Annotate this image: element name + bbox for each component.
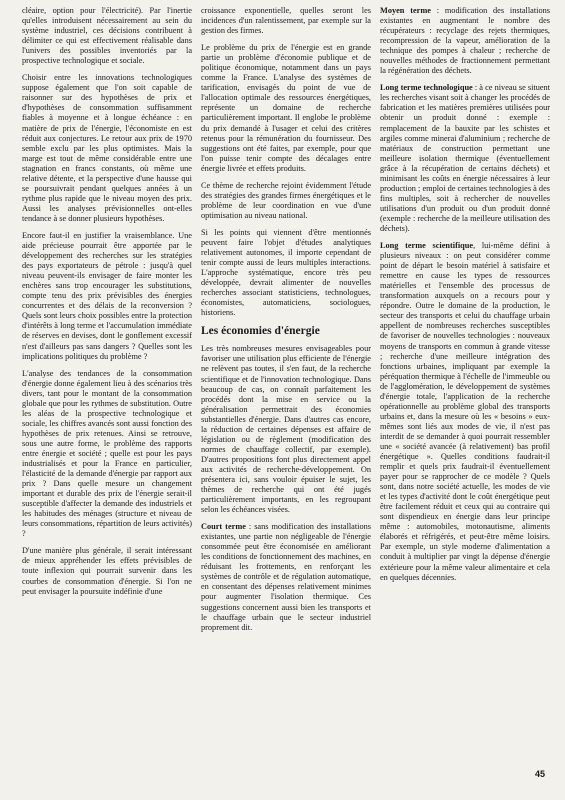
paragraph: Encore faut-il en justifier la vraisemblance. Une aide précieuse pourrait être apportée par le développement des recherches sur les stratégies des pays exportateurs de pétrole : jusqu'à quel niveau peuvent-ils envisager de faire monter les enchères sans trop encourager les substitutions, compte tenu des prix prévisibles des énergies concurrentes et des délais de la reconversion ? Quels sont leurs choix possibles entre la protection d'intérêts à long terme et l'accumulation immédiate de réserves en devises, dont le gonflement excessif n'est d'ailleurs pas sans dangers ? Quelles sont les implications politiques du problème ? [22,230,192,361]
lead-court-terme: Court terme [201,522,246,532]
paragraph-court-terme [201,522,371,633]
text-long-terme-technologique: : à ce niveau se situent les recherches visant soit à changer les procédés de fabrication et les matières premières utilisées pour obtenir un produit donné : exemple : remplacement de la bauxite par les schistes et argiles comme minerai d'aluminium ; recherche de matériaux de construction permettant une meilleure isolation thermique (éventuellement grâce à la récupération de certains déchets) et minimisant les coûts en énergie nécessaires à leur production ; emploi de certaines technologies à des fins multiples, soit à rechercher de nouvelles utilisations d'un produit ou d'un produit donné (exemple : recherche de la meilleure utilisation des déchets). [380,83,550,233]
paragraph: Si les points qui viennent d'être mentionnés peuvent faire l'objet d'études analytiques relativement autonomes, il importe cependant de tenir compte aussi de leurs multiples interactions. L'approche systématique, encore très peu développée, devrait alimenter de nouvelles recherches associant statisticiens, technologues, économistes, automaticiens, sociologues, historiens. [201,227,371,318]
text-court-terme: : sans modification des installations existantes, une partie non négligeable de l'énergie consommée peut être économisée en améliorant les conditions de fonctionnement des machines, en réduisant les frottements, en renforçant les systèmes de contrôle et de régulation automatique, en consentant des dépenses relativement minimes pour augmenter l'isolation thermique. Ces suggestions concernent aussi bien les transports et le chauffage urbain que le secteur industriel proprement dit. [201,522,371,632]
paragraph: Choisir entre les innovations technologiques suppose également que l'on soit capable de raisonner sur des hypothèses de prix et d'hypothèses de consommation suffisamment fiables à moyenne et à longue échéance : en matière de prix de l'énergie, l'économiste en est réduit aux conjectures. Le retour aux prix de 1970 semble exclu par les plus optimistes. Mais la marge est tout de même considérable entre une stagnation en francs constants, où même une relative détente, et la perspective d'une hausse qui se poursuivrait pendant quelques années à un rythme plus rapide que le niveau moyen des prix. Aussi les analyses prévisionnelles ont-elles tendance à se donner plusieurs hypothèses. [22,73,192,223]
lead-moyen-terme: Moyen terme [380,6,431,15]
page [22,6,550,776]
paragraph: croissance exponentielle, quelles seront les incidences d'un ralentissement, par exemple sur la gestion des firmes. [201,6,371,36]
text-moyen-terme: : modification des installations existantes en augmentant le nombre des récupérateurs : recyclage des rejets thermiques, recompression de la vapeur, amélioration de la technique des pompes à chaleur ; recherche de nouvelles méthodes de fractionnement permettant la régénération des déchets. [380,6,550,76]
paragraph-long-terme-technologique [380,83,550,234]
text-long-terme-scientifique: , lui-même défini à plusieurs niveaux : on peut considérer comme point de départ le besoin matériel à satisfaire et remettre en cause les types de ressources matérielles et l'ensemble des processus de transformation auxquels on a recours pour y répondre. Outre le domaine de la production, le secteur des transports et celui du chauffage urbain appellent de nombreuses recherches susceptibles de favoriser de nouvelles technologies : nouveaux moyens de transports en commun à grande vitesse ; recherche d'une meilleure intégration des fonctions urbaines, impliquant par exemple la péréquation thermique à l'échelle de l'immeuble ou de l'agglomération, le développement de systèmes d'énergie totale, l'application de la recherche opérationnelle au problème global des transports urbains et, dans la mesure où les « besoins » eux-mêmes sont liés aux modes de vie, il n'est pas interdit de se demander à quoi pourrait ressembler une « société avancée (à relativement) bas profil énergétique ». Quelles conditions faudrait-il remplir et quels prix faudrait-il éventuellement payer pour se rapprocher de ce modèle ? Quels sont, dans notre société actuelle, les modes de vie et les types d'activité dont le coût énergétique peut être facilement réduit et ceux qui au contraire qui sont dispendieux en énergie dans leur principe même : automobiles, motonautisme, aliments élaborés et réfrigérés, et peut-être même loisirs. Par exemple, un style moderne d'alimentation a conduit à multiplier par vingt la dépense d'énergie extérieure pour la même valeur alimentaire et cela en quelques décennies. [380,241,550,582]
paragraph-long-terme-scientifique [380,241,550,583]
paragraph: Le problème du prix de l'énergie est en grande partie un problème d'économie publique et de politique économique, notamment dans un pays comme la France. L'analyse des systèmes de tarification, envisagés du point de vue de l'allocation optimale des ressources énergétiques, représente un domaine de recherche particulièrement important. Il englobe le problème du prix demandé à l'usager et celui des critères retenus pour la rémunération du fournisseur. Des suggestions ont été faites, par exemple, pour que l'on puisse tenir compte des décalages entre énergie livrée et effets produits. [201,43,371,173]
paragraph-moyen-terme [380,6,550,76]
column-2 [201,6,371,776]
column-3 [380,6,550,776]
lead-long-terme-technologique: Long terme technologique [380,83,473,93]
column-1 [22,6,192,776]
lead-long-terme-scientifique: Long terme scientifique [380,241,474,251]
paragraph: L'analyse des tendances de la consommation d'énergie donne également lieu à des scénarios très divers, tant pour le montant de la consommation globale que pour les rythmes de substitution. Outre les aléas de la prospective technologique et sociale, les chiffres avancés sont aussi fonction des hypothèses de prix retenues. Ainsi se retrouve, sous une autre forme, le problème des rapports entre énergie et société ; quelle est pour les pays industrialisés et pour la France en particulier, l'élasticité de la demande d'énergie par rapport aux prix ? Dans quelle mesure un changement important et durable des prix de l'énergie serait-il susceptible d'affecter la demande des industriels et les habitudes des ménages (structure et niveau de leurs consommations, répartition de leurs activités) ? [22,368,192,539]
page-number: 45 [534,769,545,779]
paragraph: Ce thème de recherche rejoint évidemment l'étude des stratégies des grandes firmes énergétiques et le problème de leur coordination en vue d'une optimisation au niveau national. [201,180,371,220]
section-heading: Les économies d'énergie [201,325,320,338]
paragraph: D'une manière plus générale, il serait intéressant de mieux appréhender les effets prévisibles de toute inflexion qui pourrait survenir dans les courbes de consommation d'énergie. Si l'on ne peut envisager la poursuite indéfinie d'une [22,546,192,596]
paragraph: Les très nombreuses mesures envisageables pour favoriser une utilisation plus efficiente de l'énergie ne relèvent pas toutes, il s'en faut, de la recherche scientifique et de l'innovation technologique. Dans beaucoup de cas, on connaît parfaitement les procédés dont la mise en service ou la généralisation permettrait des économies substantielles d'énergie. Dans d'autres cas encore, la réduction de certaines dépenses est affaire de législation ou de règlement (modification des normes de chauffage collectif, par exemple). D'autres propositions font plus directement appel aux activités de recherche-développement. On présentera ici, sans vouloir épuiser le sujet, les thèmes de recherche qui ont été jugés particulièrement importants, en les regroupant selon les échéances visées. [201,344,371,515]
paragraph: cléaire, option pour l'électricité). Par l'inertie qu'elles introduisent nécessairement au sein du système industriel, ces décisions contribuent à délimiter ce qui est effectivement réalisable dans l'univers des possibles inventoriés par la prospective technologique et sociale. [22,6,192,66]
